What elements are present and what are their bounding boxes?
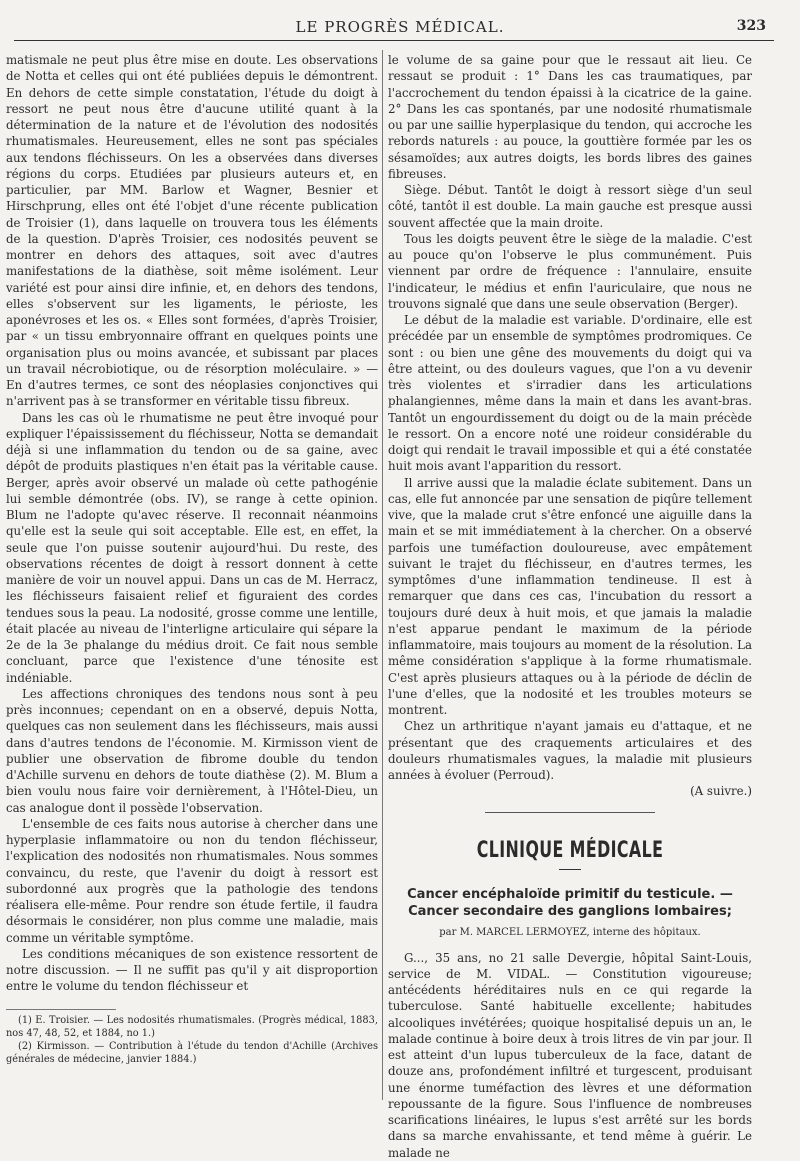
paragraph: Chez un arthritique n'ayant jamais eu d'attaque, et ne présentant que des craquements articulaires et des douleurs rhumatismales vagues, la maladie mit plusieurs années à évoluer (Perroud). [388,719,752,782]
article-title: Cancer encéphaloïde primitif du testicule. — Cancer secondaire des ganglions lombaires; [407,886,733,919]
footnote: (1) E. Troisier. — Les nodosités rhumatismales. (Progrès médical, 1883, nos 47, 48, 52, et 1884, no 1.) [6,1014,378,1039]
footnote: (2) Kirmisson. — Contribution à l'étude du tendon d'Achille (Archives générales de médecine, janvier 1884.) [6,1040,378,1065]
paragraph: Les conditions mécaniques de son existence ressortent de notre discussion. — Il ne suffit pas qu'il y ait disproportion entre le volume du tendon fléchisseur et [6,946,378,994]
section-heading: CLINIQUE MÉDICALE [476,837,664,863]
paragraph: Les affections chroniques des tendons nous sont à peu près inconnues; cependant on en a observé, depuis Notta, quelques cas non seulement dans les fléchisseurs, mais aussi dans d'autres tendons de l'économie. M. Kirmisson vient de publier une observation de fibrome double du tendon d'Achille survenu en dehors de toute diathèse (2). M. Blum a bien voulu nous faire voir dernièrement, à l'Hôtel-Dieu, un cas analogue dont il possède l'observation. [6,686,378,815]
paragraph: L'ensemble de ces faits nous autorise à chercher dans une hyperplasie inflammatoire ou non du tendon fléchisseur, l'explication des nodosités non rhumatismales. Nous sommes convaincu, du reste, que l'avenir du doigt à ressort est subordonné aux progrès que la pathologie des tendons réalisera elle-même. Pour rendre son étude fertile, il faudra désormais le considérer, non plus comme une maladie, mais comme un véritable symptôme. [6,816,378,945]
paragraph: Il arrive aussi que la maladie éclate subitement. Dans un cas, elle fut annoncée par une sensation de piqûre tellement vive, que la malade crut s'être enfoncé une aiguille dans la main et se mit immédiatement à la chercher. On a observé parfois une tuméfaction douloureuse, avec empâtement suivant le trajet du fléchisseur, en d'autres termes, les symptômes d'une inflammation tendineuse. Il est à remarquer que dans ces cas, l'incubation du ressort a toujours duré deux à huit mois, et que jamais la maladie n'est apparue pendant le maximum de la période inflammatoire, mais toujours au moment de la résolution. La même considération s'applique à la forme rhumatismale. C'est après plusieurs attaques ou à la période de déclin de l'une d'elles, que la nodosité et les troubles moteurs se montrent. [388,475,752,717]
to-be-continued: (A suivre.) [690,784,752,799]
page-header [0,14,800,40]
byline: par M. MARCEL LERMOYEZ, interne des hôpitaux. [439,926,701,938]
running-title: LE PROGRÈS MÉDICAL. [295,18,505,36]
paragraph: Le début de la maladie est variable. D'ordinaire, elle est précédée par un ensemble de symptômes prodromiques. Ce sont : ou bien une gêne des mouvements du doigt qui va être atteint, ou des douleurs vagues, que l'on a vu devenir très violentes et s'irradier dans les articulations phalangiennes, même dans la main et dans les avant-bras. Tantôt un engourdissement du doigt ou de la main précède le ressort. On a encore noté une roideur considérable du doigt qui rendait le travail impossible et qui a été constatée huit mois avant l'apparition du ressort. [388,313,752,474]
right-column [388,52,752,1160]
header-rule [14,40,774,41]
paragraph: Tous les doigts peuvent être le siège de la maladie. C'est au pouce qu'on l'observe le plus communément. Puis viennent par ordre de fréquence : l'annulaire, ensuite l'indicateur, le médius et enfin l'auriculaire, que nous ne trouvons signalé que dans une seule observation (Berger). [388,231,752,311]
paragraph: le volume de sa gaine pour que le ressaut ait lieu. Ce ressaut se produit : 1° Dans les cas traumatiques, par l'accrochement du tendon épaissi à la cicatrice de la gaine. 2° Dans les cas spontanés, par une nodosité rhumatismale ou par une saillie hyperplasique du tendon, qui accroche les rebords naturels : au pouce, la gouttière formée par les os sésamoïdes; aux autres doigts, les bords libres des gaines fibreuses. [388,53,752,181]
column-divider [382,50,383,1100]
section-rule [485,812,655,813]
paragraph: matismale ne peut plus être mise en doute. Les observations de Notta et celles qui ont été publiées depuis le démontrent. En dehors de cette simple constatation, l'étude du doigt à ressort ne peut nous être d'aucune utilité quant à la détermination de la nature et de l'évolution des nodosités rhumatismales. Heureusement, elles ne sont pas spéciales aux tendons fléchisseurs. On les a observées dans diverses régions du corps. Etudiées par plusieurs auteurs et, en particulier, par MM. Barlow et Wagner, Besnier et Hirschprung, elles ont été l'objet d'une récente publication de Troisier (1), dans laquelle on trouvera tous les éléments de la question. D'après Troisier, ces nodosités peuvent se montrer en dehors des attaques, soit avec d'autres manifestations de la diathèse, soit même isolément. Leur variété est pour ainsi dire infinie, et, en dehors des tendons, elles s'observent sur les ligaments, le périoste, les aponévroses et les os. « Elles sont formées, d'après Troisier, par « un tissu embryonnaire offrant en quelques points une organisation plus ou moins avancée, et subissant par places un travail nécrobiotique, ou de résorption moléculaire. » — En d'autres termes, ce sont des néoplasies conjonctives qui n'arrivent pas à se transformer en véritable tissu fibreux. [6,53,378,409]
article-text: G..., 35 ans, no 21 salle Devergie, hôpital Saint-Louis, service de M. VIDAL. — Constitution vigoureuse; antécédents héréditaires nuls en ce qui regarde la tuberculose. Santé habituelle excellente; habitudes alcooliques invétérées; quoique hospitalisé depuis un an, le malade continue à boire deux à trois litres de vin par jour. Il est atteint d'un lupus tuberculeux de la face, datant de douze ans, profondément infiltré et turgescent, produisant une énorme tuméfaction des lèvres et une déformation repoussante de la figure. Sous l'influence de nombreuses scarifications linéaires, le lupus s'est arrêté sur les bords dans sa marche envahissante, et tend même à guérir. Le malade ne [388,950,752,1160]
left-column [6,52,378,1102]
paragraph: Dans les cas où le rhumatisme ne peut être invoqué pour expliquer l'épaississement du fléchisseur, Notta se demandait déjà si une inflammation du tendon ou de sa gaine, avec dépôt de produits plastiques n'en était pas la véritable cause. Berger, après avoir observé un malade où cette pathogénie lui semble démontrée (obs. IV), se range à cette opinion. Blum ne l'adopte qu'avec réserve. Il reconnait néanmoins qu'elle est la seule qui soit acceptable. Elle est, en effet, la seule que l'on puisse soutenir aujourd'hui. Du reste, des observations récentes de doigt à ressort donnent à cette manière de voir un nouvel appui. Dans un cas de M. Herracz, les fléchisseurs faisaient relief et figuraient des cordes tendues sous la peau. La nodosité, grosse comme une lentille, était placée au niveau de l'interligne articulaire qui sépare la 2e de la 3e phalange du médius droit. Ce fait nous semble concluant, parce que l'existence d'une ténosite est indéniable. [6,410,378,685]
heading-rule [559,869,581,870]
page-number: 323 [736,18,766,34]
paragraph: Siège. Début. Tantôt le doigt à ressort siège d'un seul côté, tantôt il est double. La main gauche est presque aussi souvent affectée que la main droite. [388,183,752,230]
footnotes [6,1014,378,1066]
